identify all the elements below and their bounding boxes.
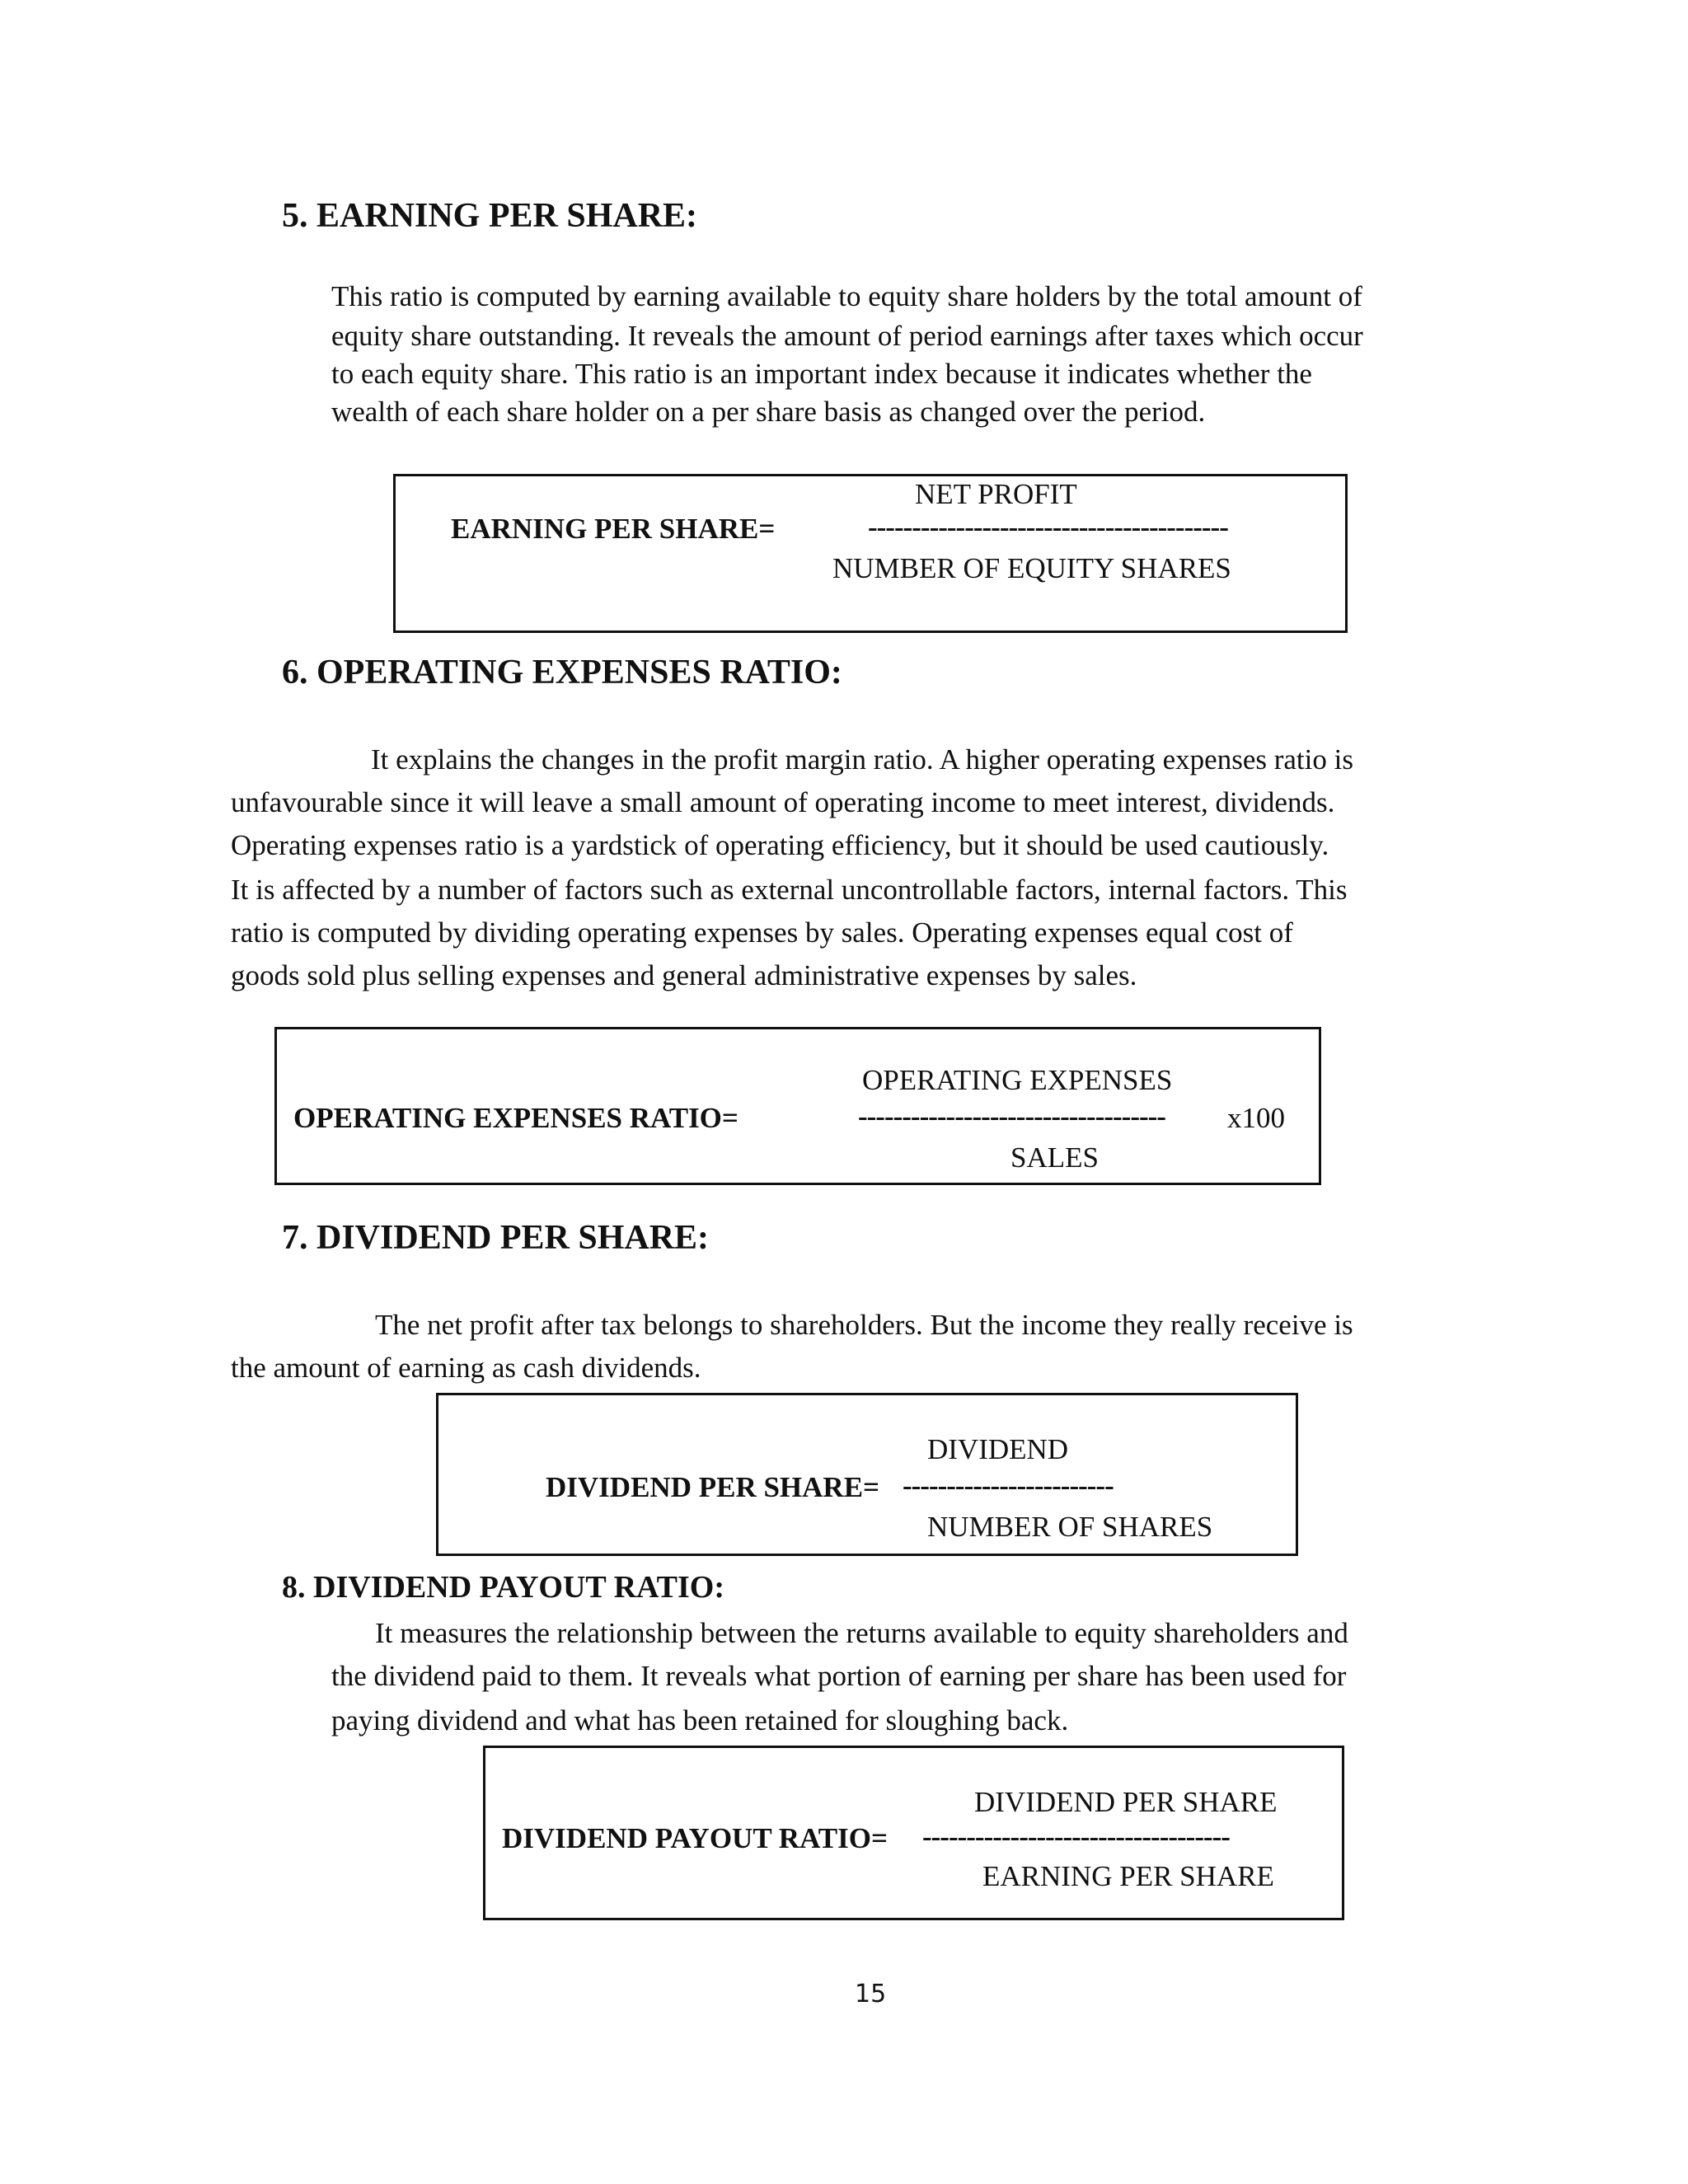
paragraph-line: Operating expenses ratio is a yardstick of operating efficiency, but it should be used cautiously. — [231, 829, 1329, 861]
paragraph-line: unfavourable since it will leave a small amount of operating income to meet interest, dividends. — [231, 786, 1335, 818]
formula-numerator: OPERATING EXPENSES — [862, 1064, 1173, 1096]
formula-box-earning-per-share — [393, 474, 1348, 633]
formula-numerator: DIVIDEND PER SHARE — [974, 1786, 1278, 1818]
formula-divider: ----------------------------------- — [858, 1100, 1165, 1132]
paragraph-line: It explains the changes in the profit margin ratio. A higher operating expenses ratio is — [371, 743, 1353, 776]
paragraph-line: It is affected by a number of factors such as external uncontrollable factors, internal factors. This — [231, 874, 1348, 906]
paragraph-line: paying dividend and what has been retained for sloughing back. — [331, 1704, 1069, 1736]
formula-box-operating-expenses-ratio — [274, 1027, 1321, 1185]
paragraph-line: The net profit after tax belongs to shareholders. But the income they really receive is — [375, 1309, 1353, 1341]
formula-suffix: x100 — [1227, 1102, 1285, 1134]
paragraph-line: It measures the relationship between the returns available to equity shareholders and — [375, 1617, 1348, 1649]
formula-divider: ------------------------ — [903, 1469, 1114, 1502]
formula-denominator: SALES — [1010, 1141, 1099, 1174]
formula-denominator: NUMBER OF SHARES — [927, 1511, 1213, 1543]
paragraph-line: wealth of each share holder on a per share basis as changed over the period. — [331, 396, 1206, 428]
section-heading-dividend-payout-ratio: 8. DIVIDEND PAYOUT RATIO: — [282, 1570, 724, 1605]
paragraph-line: the amount of earning as cash dividends. — [231, 1352, 701, 1384]
paragraph-line: the dividend paid to them. It reveals what portion of earning per share has been used for — [331, 1660, 1347, 1692]
formula-divider: ----------------------------------- — [922, 1821, 1230, 1853]
formula-denominator: EARNING PER SHARE — [982, 1860, 1274, 1892]
formula-numerator: DIVIDEND — [927, 1433, 1069, 1465]
formula-box-dividend-per-share — [436, 1393, 1298, 1556]
section-heading-dividend-per-share: 7. DIVIDEND PER SHARE: — [282, 1219, 710, 1257]
formula-box-dividend-payout-ratio — [483, 1746, 1344, 1920]
formula-label: EARNING PER SHARE= — [451, 513, 776, 545]
formula-label: DIVIDEND PAYOUT RATIO= — [502, 1822, 888, 1854]
formula-label: OPERATING EXPENSES RATIO= — [293, 1102, 738, 1134]
paragraph-line: equity share outstanding. It reveals the amount of period earnings after taxes which occur — [331, 320, 1363, 352]
paragraph-line: to each equity share. This ratio is an important index because it indicates whether the — [331, 358, 1312, 390]
formula-denominator: NUMBER OF EQUITY SHARES — [832, 552, 1231, 584]
section-heading-operating-expenses-ratio: 6. OPERATING EXPENSES RATIO: — [282, 654, 842, 691]
formula-divider: ----------------------------------------- — [868, 511, 1228, 543]
formula-label: DIVIDEND PER SHARE= — [546, 1471, 879, 1503]
formula-numerator: NET PROFIT — [915, 478, 1077, 510]
section-heading-earning-per-share: 5. EARNING PER SHARE: — [282, 197, 698, 235]
paragraph-line: This ratio is computed by earning available to equity share holders by the total amount of — [331, 280, 1362, 312]
paragraph-line: ratio is computed by dividing operating expenses by sales. Operating expenses equal cost of — [231, 916, 1293, 949]
page-number: 15 — [855, 1980, 887, 2008]
paragraph-line: goods sold plus selling expenses and general administrative expenses by sales. — [231, 959, 1137, 991]
